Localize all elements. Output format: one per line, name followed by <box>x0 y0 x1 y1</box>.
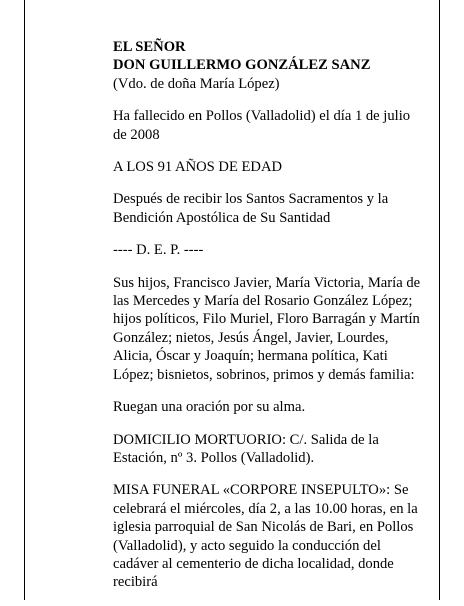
obituary-text <box>113 38 423 606</box>
widower-line: (Vdo. de doña María López) <box>113 75 280 92</box>
deceased-heading <box>113 38 423 93</box>
deceased-name: DON GUILLERMO GONZÁLEZ SANZ <box>113 57 371 74</box>
death-notice: Ha fallecido en Pollos (Valladolid) el día 1 de julio de 2008 <box>113 108 411 143</box>
header-title: EL SEÑOR <box>113 39 186 55</box>
sacraments-paragraph: Después de recibir los Santos Sacramentos y la Bendición Apostólica de Su Santidad <box>113 191 389 226</box>
right-border-rule <box>439 0 440 600</box>
prayer-line: Ruegan una oración por su alma. <box>113 399 306 416</box>
age-line: A LOS 91 AÑOS DE EDAD <box>113 159 283 176</box>
domicile-paragraph: DOMICILIO MORTUORIO: C/. Salida de la Estación, nº 3. Pollos (Valladolid). <box>113 431 379 466</box>
family-paragraph: Sus hijos, Francisco Javier, María Victoria, María de las Mercedes y María del Rosario González López; hijos políticos, Filo Muriel, Floro Barragán y Martín González; nietos, Jesús Ángel, Javier, Lourdes, Alicia, Óscar y Joaquín; hermana política, Kati López; bisnietos, sobrinos, primos y demás familia: <box>113 274 421 383</box>
funeral-paragraph: MISA FUNERAL «CORPORE INSEPULTO»: Se celebrará el miércoles, día 2, a las 10.00 horas, en la iglesia parroquial de San Nicolás de Bari, en Pollos (Valladolid), y acto seguido la conducción del cadáver al cementerio de dicha localidad, donde recibirá <box>113 482 418 591</box>
rip-line: ---- D. E. P. ---- <box>113 242 204 259</box>
left-border-rule <box>24 0 25 600</box>
